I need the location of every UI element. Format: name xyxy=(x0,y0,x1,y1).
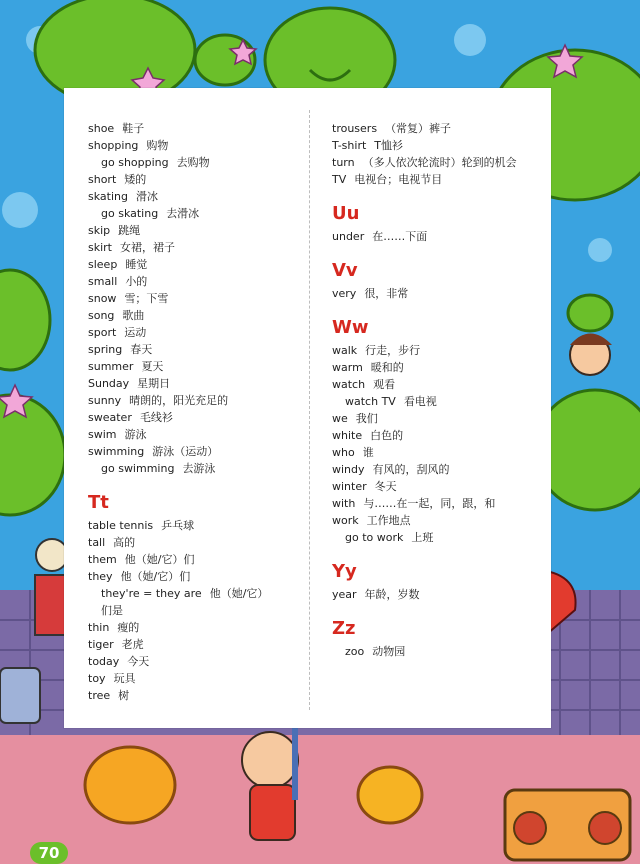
chinese-meaning: 他（她/它）们 xyxy=(124,553,195,566)
word-entry xyxy=(88,307,293,324)
word-entry xyxy=(88,636,293,653)
english-word: sleep xyxy=(88,258,118,271)
phrase-entry xyxy=(88,585,293,602)
chinese-meaning: 歌曲 xyxy=(122,309,145,322)
word-entry xyxy=(88,392,293,409)
phrase-entry xyxy=(88,154,293,171)
chinese-meaning: 滑冰 xyxy=(135,190,158,203)
word-entry xyxy=(332,137,547,154)
chinese-meaning: 夏天 xyxy=(141,360,164,373)
word-entry xyxy=(88,358,293,375)
english-word: very xyxy=(332,287,357,300)
english-word: skirt xyxy=(88,241,112,254)
phrase-entry xyxy=(332,529,547,546)
english-word: TV xyxy=(332,173,347,186)
page-number: 70 xyxy=(30,842,68,864)
phrase-entry xyxy=(332,643,547,660)
english-word: swimming xyxy=(88,445,145,458)
word-entry xyxy=(88,426,293,443)
chinese-meaning: 工作地点 xyxy=(366,514,411,527)
chinese-meaning: 游泳 xyxy=(124,428,147,441)
english-word: windy xyxy=(332,463,365,476)
section-letter: Yy xyxy=(332,561,357,582)
english-word: tree xyxy=(88,689,111,702)
word-entry xyxy=(332,461,547,478)
chinese-meaning: 暖和的 xyxy=(370,361,404,374)
chinese-meaning: 观看 xyxy=(373,378,396,391)
word-entry xyxy=(332,495,547,512)
english-word: with xyxy=(332,497,356,510)
phrase-entry xyxy=(88,205,293,222)
phrase-entry xyxy=(332,393,547,410)
vocabulary-panel xyxy=(64,88,551,728)
chinese-meaning: 行走，步行 xyxy=(365,344,421,357)
word-entry xyxy=(88,120,293,137)
chinese-meaning: 乒乓球 xyxy=(161,519,195,532)
word-entry xyxy=(332,410,547,427)
english-word: shopping xyxy=(88,139,139,152)
chinese-meaning: 游泳（运动） xyxy=(152,445,219,458)
english-word: white xyxy=(332,429,363,442)
english-word: go swimming xyxy=(101,462,175,475)
word-entry xyxy=(88,324,293,341)
english-word: warm xyxy=(332,361,363,374)
chinese-meaning: 看电视 xyxy=(403,395,437,408)
english-word: trousers xyxy=(332,122,378,135)
word-entry xyxy=(332,342,547,359)
word-entry xyxy=(88,256,293,273)
english-word: we xyxy=(332,412,348,425)
english-word: go to work xyxy=(345,531,404,544)
english-word: year xyxy=(332,588,357,601)
word-entry xyxy=(332,444,547,461)
english-word: work xyxy=(332,514,359,527)
word-entry xyxy=(332,427,547,444)
left-column xyxy=(88,120,293,704)
chinese-meaning: 高的 xyxy=(113,536,136,549)
word-entry xyxy=(88,188,293,205)
chinese-meaning: 树 xyxy=(118,689,130,702)
word-entry xyxy=(88,568,293,585)
chinese-meaning: 今天 xyxy=(127,655,150,668)
chinese-meaning: 白色的 xyxy=(370,429,404,442)
chinese-meaning: （常复）裤子 xyxy=(385,122,452,135)
word-entry xyxy=(332,285,547,302)
english-word: winter xyxy=(332,480,367,493)
chinese-meaning: T恤衫 xyxy=(374,139,404,152)
right-column xyxy=(332,120,547,660)
word-entry xyxy=(88,222,293,239)
word-entry xyxy=(88,137,293,154)
english-word: turn xyxy=(332,156,355,169)
english-word: watch xyxy=(332,378,366,391)
chinese-meaning: 老虎 xyxy=(121,638,144,651)
word-entry xyxy=(88,409,293,426)
english-word: shoe xyxy=(88,122,115,135)
column-divider xyxy=(309,110,310,710)
english-word: sport xyxy=(88,326,117,339)
english-word: under xyxy=(332,230,365,243)
chinese-meaning: 小的 xyxy=(125,275,148,288)
chinese-meaning: 晴朗的，阳光充足的 xyxy=(129,394,229,407)
chinese-meaning: 春天 xyxy=(130,343,153,356)
english-word: sunny xyxy=(88,394,122,407)
chinese-meaning: 去滑冰 xyxy=(166,207,200,220)
word-entry xyxy=(88,687,293,704)
word-entry xyxy=(88,171,293,188)
english-word: them xyxy=(88,553,117,566)
english-word: zoo xyxy=(345,645,365,658)
chinese-meaning: 有风的，刮风的 xyxy=(372,463,450,476)
english-word: who xyxy=(332,446,355,459)
chinese-meaning: （多人依次轮流时）轮到的机会 xyxy=(362,156,517,169)
english-word: today xyxy=(88,655,120,668)
chinese-meaning: 在……下面 xyxy=(372,230,428,243)
word-entry xyxy=(332,376,547,393)
english-word: toy xyxy=(88,672,106,685)
english-word: small xyxy=(88,275,118,288)
word-entry xyxy=(88,290,293,307)
chinese-meaning: 跳绳 xyxy=(118,224,141,237)
word-entry xyxy=(88,239,293,256)
word-entry xyxy=(88,551,293,568)
english-word: tiger xyxy=(88,638,114,651)
chinese-meaning: 们是 xyxy=(101,604,123,617)
english-word: swim xyxy=(88,428,117,441)
chinese-meaning: 冬天 xyxy=(374,480,397,493)
phrase-entry xyxy=(88,460,293,477)
chinese-meaning: 星期日 xyxy=(137,377,171,390)
word-entry xyxy=(332,586,547,603)
chinese-meaning: 年龄，岁数 xyxy=(364,588,420,601)
word-entry xyxy=(332,359,547,376)
phrase-entry xyxy=(88,602,293,619)
chinese-meaning: 电视台；电视节目 xyxy=(354,173,443,186)
word-entry xyxy=(88,517,293,534)
word-entry xyxy=(332,120,547,137)
word-entry xyxy=(332,512,547,529)
english-word: summer xyxy=(88,360,134,373)
english-word: spring xyxy=(88,343,123,356)
english-word: go shopping xyxy=(101,156,169,169)
chinese-meaning: 矮的 xyxy=(124,173,147,186)
chinese-meaning: 瘦的 xyxy=(117,621,140,634)
section-letter: Ww xyxy=(332,317,369,338)
english-word: skip xyxy=(88,224,111,237)
chinese-meaning: 与……在一起，同，跟，和 xyxy=(363,497,496,510)
chinese-meaning: 去购物 xyxy=(176,156,210,169)
word-entry xyxy=(88,375,293,392)
word-entry xyxy=(88,341,293,358)
english-word: they're = they are xyxy=(101,587,202,600)
english-word: thin xyxy=(88,621,110,634)
word-entry xyxy=(88,619,293,636)
chinese-meaning: 睡觉 xyxy=(125,258,148,271)
english-word: table tennis xyxy=(88,519,154,532)
word-entry xyxy=(88,443,293,460)
chinese-meaning: 毛线衫 xyxy=(139,411,173,424)
english-word: snow xyxy=(88,292,117,305)
chinese-meaning: 很，非常 xyxy=(364,287,409,300)
word-entry xyxy=(332,228,547,245)
english-word: T-shirt xyxy=(332,139,367,152)
chinese-meaning: 动物园 xyxy=(372,645,406,658)
chinese-meaning: 运动 xyxy=(124,326,147,339)
chinese-meaning: 女裙，裙子 xyxy=(120,241,175,254)
chinese-meaning: 我们 xyxy=(355,412,378,425)
chinese-meaning: 谁 xyxy=(362,446,374,459)
section-letter: Tt xyxy=(88,492,109,513)
english-word: they xyxy=(88,570,113,583)
chinese-meaning: 他（她/它） xyxy=(209,587,269,600)
chinese-meaning: 玩具 xyxy=(113,672,136,685)
chinese-meaning: 鞋子 xyxy=(122,122,145,135)
english-word: song xyxy=(88,309,115,322)
word-entry xyxy=(88,670,293,687)
english-word: tall xyxy=(88,536,106,549)
word-entry xyxy=(332,171,547,188)
english-word: short xyxy=(88,173,117,186)
english-word: skating xyxy=(88,190,128,203)
english-word: sweater xyxy=(88,411,132,424)
chinese-meaning: 雪；下雪 xyxy=(124,292,169,305)
section-letter: Zz xyxy=(332,618,356,639)
english-word: watch TV xyxy=(345,395,396,408)
english-word: walk xyxy=(332,344,358,357)
chinese-meaning: 上班 xyxy=(411,531,434,544)
word-entry xyxy=(88,653,293,670)
word-entry xyxy=(332,478,547,495)
chinese-meaning: 他（她/它）们 xyxy=(120,570,191,583)
section-letter: Uu xyxy=(332,203,360,224)
english-word: go skating xyxy=(101,207,159,220)
chinese-meaning: 购物 xyxy=(146,139,169,152)
english-word: Sunday xyxy=(88,377,130,390)
word-entry xyxy=(88,273,293,290)
chinese-meaning: 去游泳 xyxy=(182,462,216,475)
word-entry xyxy=(88,534,293,551)
section-letter: Vv xyxy=(332,260,358,281)
word-entry xyxy=(332,154,547,171)
